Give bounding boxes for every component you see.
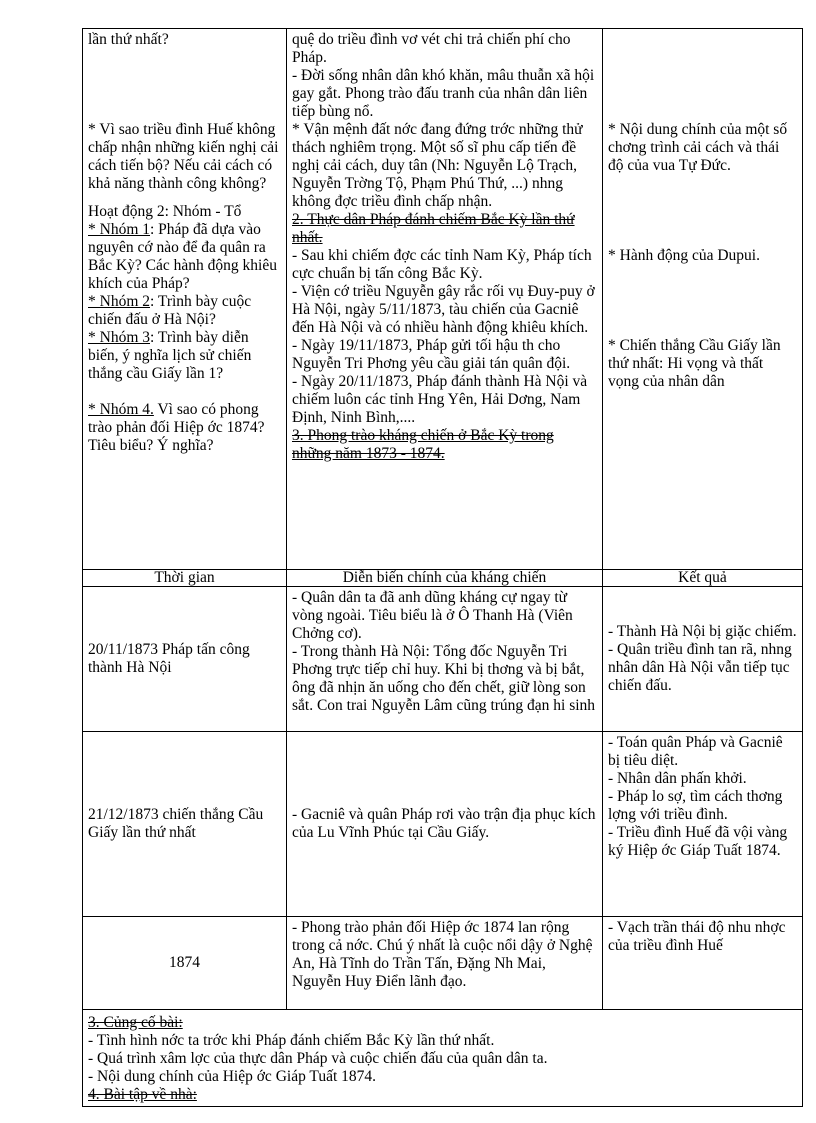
timeline-row — [83, 917, 803, 1010]
note-text: * Chiến thắng Cầu Giấy lần thứ nhất: Hi vọng và thất vọng của nhân dân — [608, 337, 781, 390]
content-text: quệ do triều đình vơ vét chi trả chiến phí cho Pháp. — [292, 31, 571, 66]
consolidation-title: 3. Củng cố bài: — [88, 1014, 183, 1031]
event-text: - Trong thành Hà Nội: Tổng đốc Nguyễn Tri Phơng trực tiếp chỉ huy. Khi bị thơng và bị bắt, ông đã nhịn ăn uống cho đến chết, giữ lòng son sắt. Con trai Nguyễn Lâm cũng trúng đạn hi sinh — [292, 643, 596, 714]
document-page — [82, 28, 802, 1107]
question-text: * Vì sao triều đình Huế không chấp nhận những kiến nghị cải cách tiến bộ? Nếu cải cách có khả năng thành công không? — [88, 121, 279, 192]
event-text: - Gacniê và quân Pháp rơi vào trận địa phục kích của Lu Vĩnh Phúc tại Cầu Giấy. — [292, 806, 596, 841]
activity-heading: Hoạt động 2: Nhóm - Tổ — [88, 203, 242, 220]
homework-title: 4. Bài tập về nhà: — [88, 1086, 197, 1103]
consolidation-cell — [83, 1010, 803, 1107]
timeline-header-row — [83, 570, 803, 587]
content-text: - Ngày 20/11/1873, Pháp đánh thành Hà Nội và chiếm luôn các tỉnh Hng Yên, Hải Dơng, Nam Định, Ninh Bình,.... — [292, 373, 588, 426]
teacher-activity-cell — [83, 29, 287, 570]
result-text: - Quân triều đình tan rã, nhng nhân dân Hà Nội vẫn tiếp tục chiến đấu. — [608, 641, 792, 694]
events-cell — [287, 917, 603, 1010]
time-cell: 21/12/1873 chiến thắng Cầu Giấy lần thứ nhất — [83, 732, 287, 917]
activities-row — [83, 29, 803, 570]
group-label: * Nhóm 2 — [88, 293, 150, 310]
result-text: - Pháp lo sợ, tìm cách thơng lợng với triều đình. — [608, 788, 783, 823]
results-cell — [603, 587, 803, 732]
consolidation-row — [83, 1010, 803, 1107]
group-task: * Nhóm 2: Trình bày cuộc chiến đấu ở Hà Nội? — [88, 293, 252, 328]
lesson-table — [82, 28, 803, 1107]
timeline-row — [83, 587, 803, 732]
consolidation-item: - Tình hình nớc ta trớc khi Pháp đánh chiếm Bắc Kỳ lần thứ nhất. — [88, 1032, 495, 1049]
result-text: - Triều đình Huế đã vội vàng ký Hiệp ớc Giáp Tuất 1874. — [608, 824, 788, 859]
consolidation-item: - Quá trình xâm lợc của thực dân Pháp và cuộc chiến đấu của quân dân ta. — [88, 1050, 548, 1067]
notes-cell — [603, 29, 803, 570]
group-task: * Nhóm 1: Pháp đã dựa vào nguyên cớ nào để đa quân ra Bắc Kỳ? Các hành động khiêu khích của Pháp? — [88, 221, 277, 292]
events-cell — [287, 587, 603, 732]
note-text: * Hành động của Dupui. — [608, 247, 760, 264]
group-task: * Nhóm 4. Vì sao có phong trào phản đối Hiệp ớc 1874? Tiêu biểu? Ý nghĩa? — [88, 401, 265, 454]
time-cell: 20/11/1873 Pháp tấn công thành Hà Nội — [83, 587, 287, 732]
content-text: - Sau khi chiếm đợc các tỉnh Nam Kỳ, Pháp tích cực chuẩn bị tấn công Bắc Kỳ. — [292, 247, 592, 282]
group-label: * Nhóm 3 — [88, 329, 150, 346]
group-label: * Nhóm 1 — [88, 221, 150, 238]
header-results: Kết quả — [603, 570, 803, 587]
group-task: * Nhóm 3: Trình bày diễn biến, ý nghĩa lịch sử chiến thắng cầu Giấy lần 1? — [88, 329, 252, 382]
content-text: * Vận mệnh đất nớc đang đứng trớc những thử thách nghiêm trọng. Một số sĩ phu cấp tiến đề nghị cải cách, duy tân (Nh: Nguyễn Lộ Trạch, Nguyễn Trờng Tộ, Phạm Phú Thứ, ...) nhng không đợc triều đình chấp nhận. — [292, 121, 583, 210]
event-text: - Quân dân ta đã anh dũng kháng cự ngay từ vòng ngoài. Tiêu biểu là ở Ô Thanh Hà (Viên Chởng cơ). — [292, 589, 573, 642]
section-heading: 2. Thực dân Pháp đánh chiếm Bắc Kỳ lần thứ nhất. — [292, 211, 575, 246]
content-text: - Ngày 19/11/1873, Pháp gửi tối hậu th cho Nguyễn Tri Phơng yêu cầu giải tán quân đội. — [292, 337, 571, 372]
content-text: - Viện cớ triều Nguyễn gây rắc rối vụ Đuy-puy ở Hà Nội, ngày 5/11/1873, tàu chiến của Gacniê đến Hà Nội và có nhiều hành động khiêu khích. — [292, 283, 595, 336]
header-time: Thời gian — [83, 570, 287, 587]
event-text: - Phong trào phản đối Hiệp ớc 1874 lan rộng trong cả nớc. Chú ý nhất là cuộc nổi dậy ở Nghệ An, Hà Tĩnh do Trần Tấn, Đặng Nh Mai, Nguyễn Huy Điển lãnh đạo. — [292, 919, 593, 990]
results-cell — [603, 917, 803, 1010]
content-cell — [287, 29, 603, 570]
note-text: * Nội dung chính của một số chơng trình cải cách và thái độ của vua Tự Đức. — [608, 121, 788, 174]
question-text: lần thứ nhất? — [88, 31, 169, 48]
header-events: Diễn biến chính của kháng chiến — [287, 570, 603, 587]
timeline-row — [83, 732, 803, 917]
consolidation-item: - Nội dung chính của Hiệp ớc Giáp Tuất 1874. — [88, 1068, 377, 1085]
section-heading: 3. Phong trào kháng chiến ở Bắc Kỳ trong những năm 1873 - 1874. — [292, 427, 554, 462]
result-text: - Toán quân Pháp và Gacniê bị tiêu diệt. — [608, 734, 783, 769]
result-text: - Vạch trần thái độ nhu nhợc của triều đình Huế — [608, 919, 786, 954]
content-text: - Đời sống nhân dân khó khăn, mâu thuẫn xã hội gay gắt. Phong trào đấu tranh của nhân dân liên tiếp bùng nổ. — [292, 67, 595, 120]
results-cell — [603, 732, 803, 917]
time-cell: 1874 — [83, 917, 287, 1010]
events-cell — [287, 732, 603, 917]
result-text: - Nhân dân phấn khởi. — [608, 770, 747, 787]
result-text: - Thành Hà Nội bị giặc chiếm. — [608, 623, 797, 640]
group-label: * Nhóm 4. — [88, 401, 154, 418]
